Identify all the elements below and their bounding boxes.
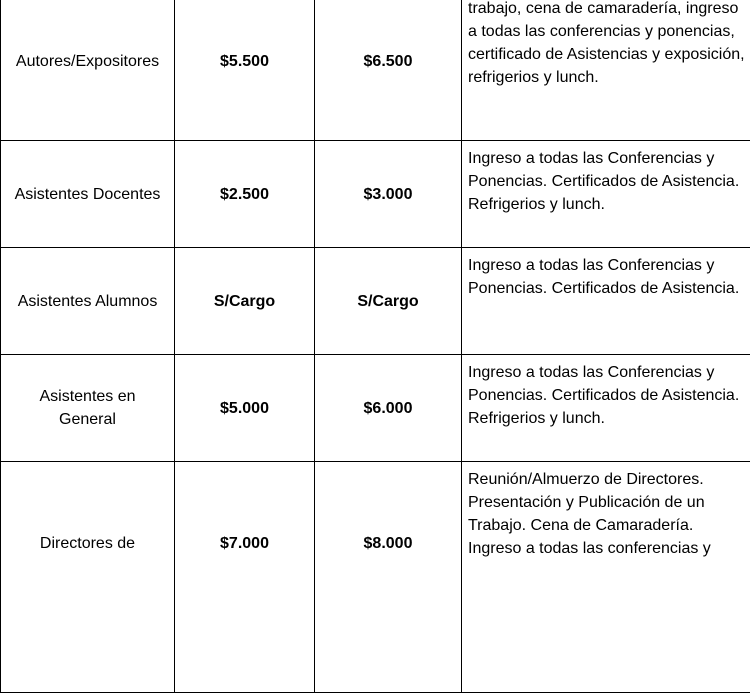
includes-cell: Ingreso a todas las Conferencias y Ponencias. Certificados de Asistencia. Refrigerios y lunch. [462, 355, 750, 462]
price-early-cell: $2.500 [175, 141, 315, 248]
category-cell: Asistentes en General [1, 355, 175, 462]
price-early-cell: $5.500 [175, 0, 315, 141]
includes-cell: trabajo, cena de camaradería, ingreso a todas las conferencias y ponencias, certificado de Asistencias y exposición, refrigerios y lunch. [462, 0, 750, 141]
includes-cell: Ingreso a todas las Conferencias y Ponencias. Certificados de Asistencia. Refrigerios y lunch. [462, 141, 750, 248]
includes-cell: Reunión/Almuerzo de Directores. Presentación y Publicación de un Trabajo. Cena de Camaradería. Ingreso a todas las conferencias y [462, 462, 750, 693]
price-late-cell: $6.000 [315, 355, 462, 462]
price-early-cell: $5.000 [175, 355, 315, 462]
price-early-cell: S/Cargo [175, 248, 315, 355]
price-late-cell: $8.000 [315, 462, 462, 693]
category-cell: Asistentes Docentes [1, 141, 175, 248]
price-late-cell: $3.000 [315, 141, 462, 248]
includes-cell: Ingreso a todas las Conferencias y Ponencias. Certificados de Asistencia. [462, 248, 750, 355]
price-early-cell: $7.000 [175, 462, 315, 693]
category-cell: Directores de [1, 462, 175, 693]
table-row [1, 248, 750, 355]
price-late-cell: S/Cargo [315, 248, 462, 355]
table-row [1, 0, 750, 141]
category-cell: Autores/Expositores [1, 0, 175, 141]
table-row [1, 355, 750, 462]
table-row [1, 141, 750, 248]
table-row [1, 462, 750, 693]
category-cell: Asistentes Alumnos [1, 248, 175, 355]
price-late-cell: $6.500 [315, 0, 462, 141]
